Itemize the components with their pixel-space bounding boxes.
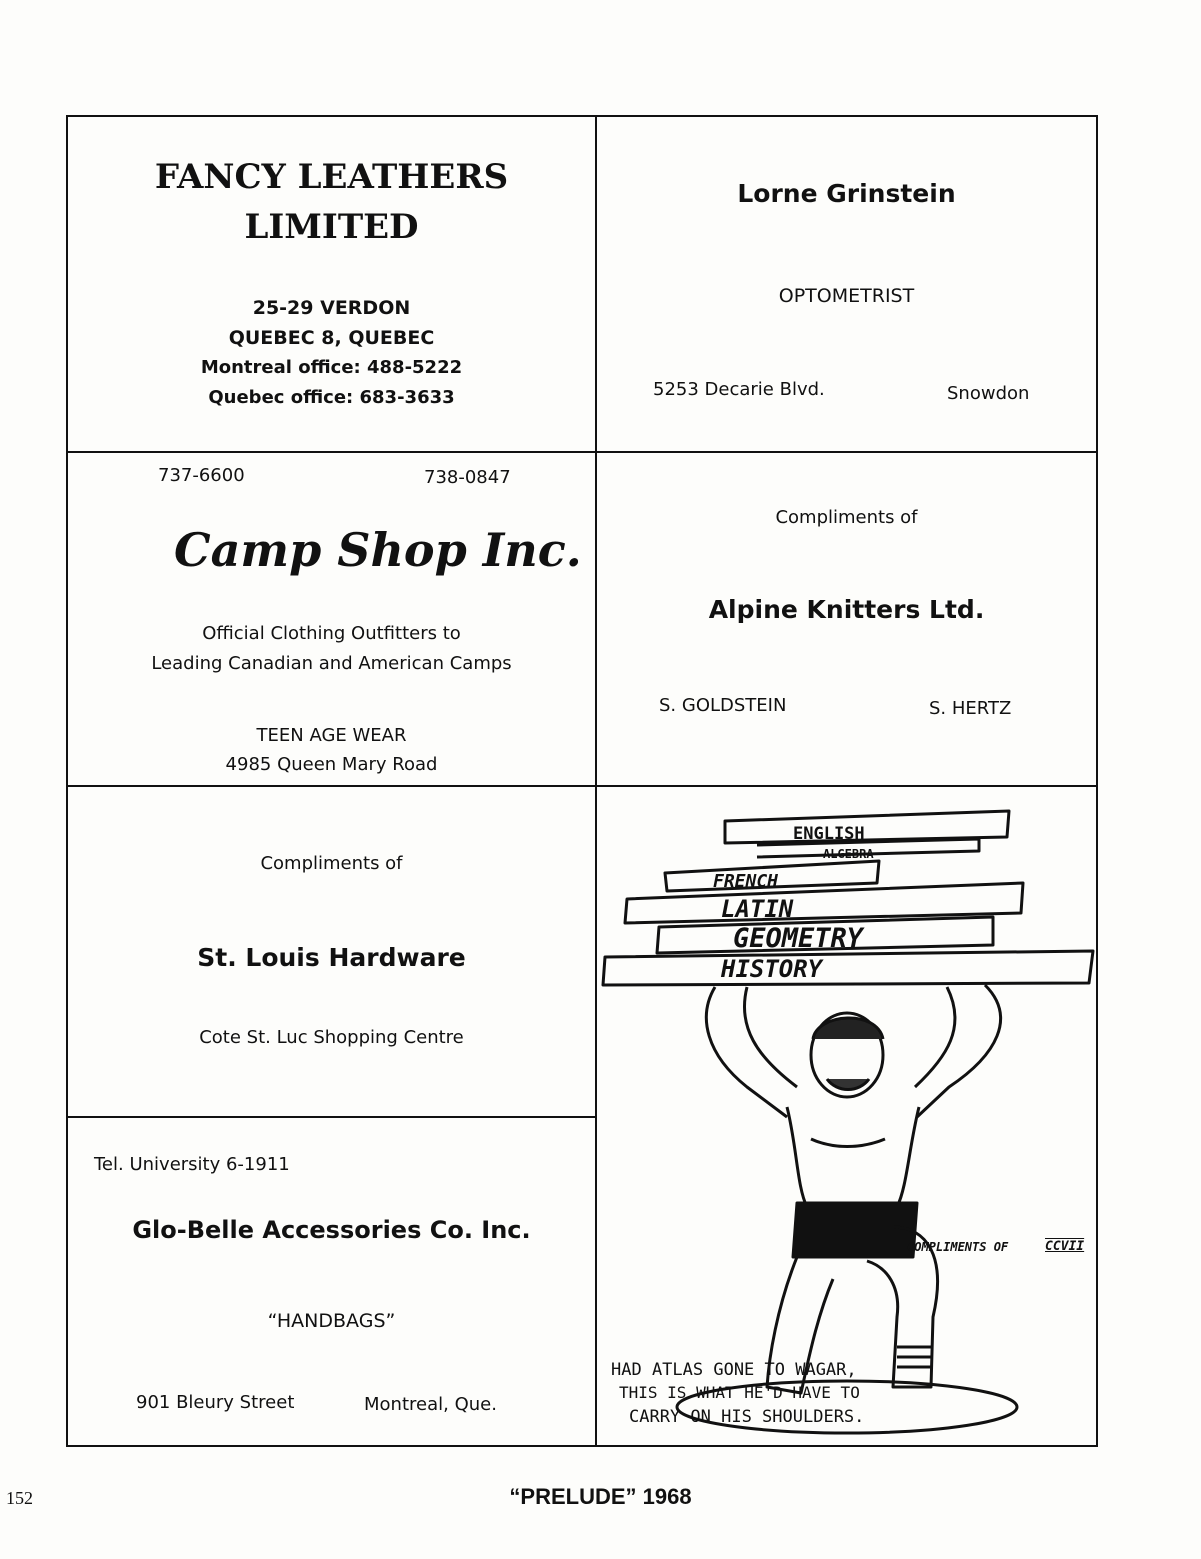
person-hertz: S. HERTZ	[929, 698, 1012, 719]
footer-title: “PRELUDE” 1968	[509, 1484, 692, 1509]
shorts	[793, 1203, 917, 1257]
label-french: FRENCH	[713, 871, 779, 892]
glo-belle-product: “HANDBAGS”	[267, 1310, 396, 1332]
optometrist-title: OPTOMETRIST	[778, 285, 915, 307]
teen-age-wear: TEEN AGE WEAR	[256, 725, 407, 746]
hardware-location: Cote St. Luc Shopping Centre	[199, 1027, 464, 1048]
ad-st-louis	[68, 787, 595, 1116]
label-algebra: ALGEBRA	[823, 847, 874, 861]
optometrist-address: 5253 Decarie Blvd.	[653, 379, 825, 400]
quebec-office: Quebec office: 683-3633	[208, 387, 455, 408]
glo-belle-tel: Tel. University 6-1911	[94, 1154, 290, 1175]
page-number: 152	[6, 1488, 33, 1508]
compliments-text: Compliments of	[260, 853, 403, 874]
ad-grinstein	[597, 117, 1096, 451]
caption-line1: HAD ATLAS GONE TO WAGAR,	[611, 1360, 857, 1380]
camp-shop-logo: Camp Shop Inc.	[174, 523, 582, 577]
address-line1: 25-29 VERDON	[252, 297, 411, 319]
ad-fancy-leathers	[68, 117, 595, 451]
glo-belle-address: 901 Bleury Street	[136, 1392, 295, 1413]
glo-belle-city: Montreal, Que.	[364, 1394, 497, 1415]
left-arm	[706, 987, 787, 1117]
ad-glo-belle	[68, 1118, 595, 1445]
phone-1: 737-6600	[158, 465, 245, 486]
caption-line3: CARRY ON HIS SHOULDERS.	[629, 1407, 865, 1427]
caption-line2: THIS IS WHAT HE'D HAVE TO	[619, 1383, 860, 1402]
ad-grid	[66, 115, 1098, 1447]
alpine-name: Alpine Knitters Ltd.	[708, 595, 985, 624]
cartoon-compliments: COMPLIMENTS OF	[907, 1240, 1009, 1254]
tagline-2: Leading Canadian and American Camps	[151, 653, 512, 674]
ad-alpine-knitters	[597, 453, 1096, 785]
ad-cartoon	[597, 787, 1096, 1445]
atlas-cartoon-drawing	[597, 787, 1096, 1445]
ad-camp-shop	[68, 453, 595, 785]
label-english: ENGLISH	[793, 824, 865, 844]
montreal-office: Montreal office: 488-5222	[200, 357, 463, 378]
glo-belle-name: Glo-Belle Accessories Co. Inc.	[132, 1216, 531, 1244]
torso	[787, 1107, 919, 1207]
label-latin: LATIN	[721, 895, 794, 923]
label-history: HISTORY	[721, 955, 823, 983]
company-name-line2: LIMITED	[244, 207, 419, 247]
cartoon-sponsor: CCVII	[1045, 1239, 1085, 1254]
label-geometry: GEOMETRY	[733, 923, 864, 954]
hardware-name: St. Louis Hardware	[197, 943, 466, 972]
optometrist-name: Lorne Grinstein	[737, 179, 956, 208]
book-history	[603, 951, 1093, 985]
right-arm	[917, 985, 1001, 1117]
phone-2: 738-0847	[424, 467, 511, 488]
tagline-1: Official Clothing Outfitters to	[202, 623, 461, 644]
optometrist-city: Snowdon	[947, 383, 1030, 404]
compliments-text: Compliments of	[775, 507, 918, 528]
camp-shop-address: 4985 Queen Mary Road	[225, 754, 438, 775]
address-line2: QUEBEC 8, QUEBEC	[228, 327, 435, 349]
company-name-line1: FANCY LEATHERS	[154, 157, 509, 197]
person-goldstein: S. GOLDSTEIN	[659, 695, 787, 716]
